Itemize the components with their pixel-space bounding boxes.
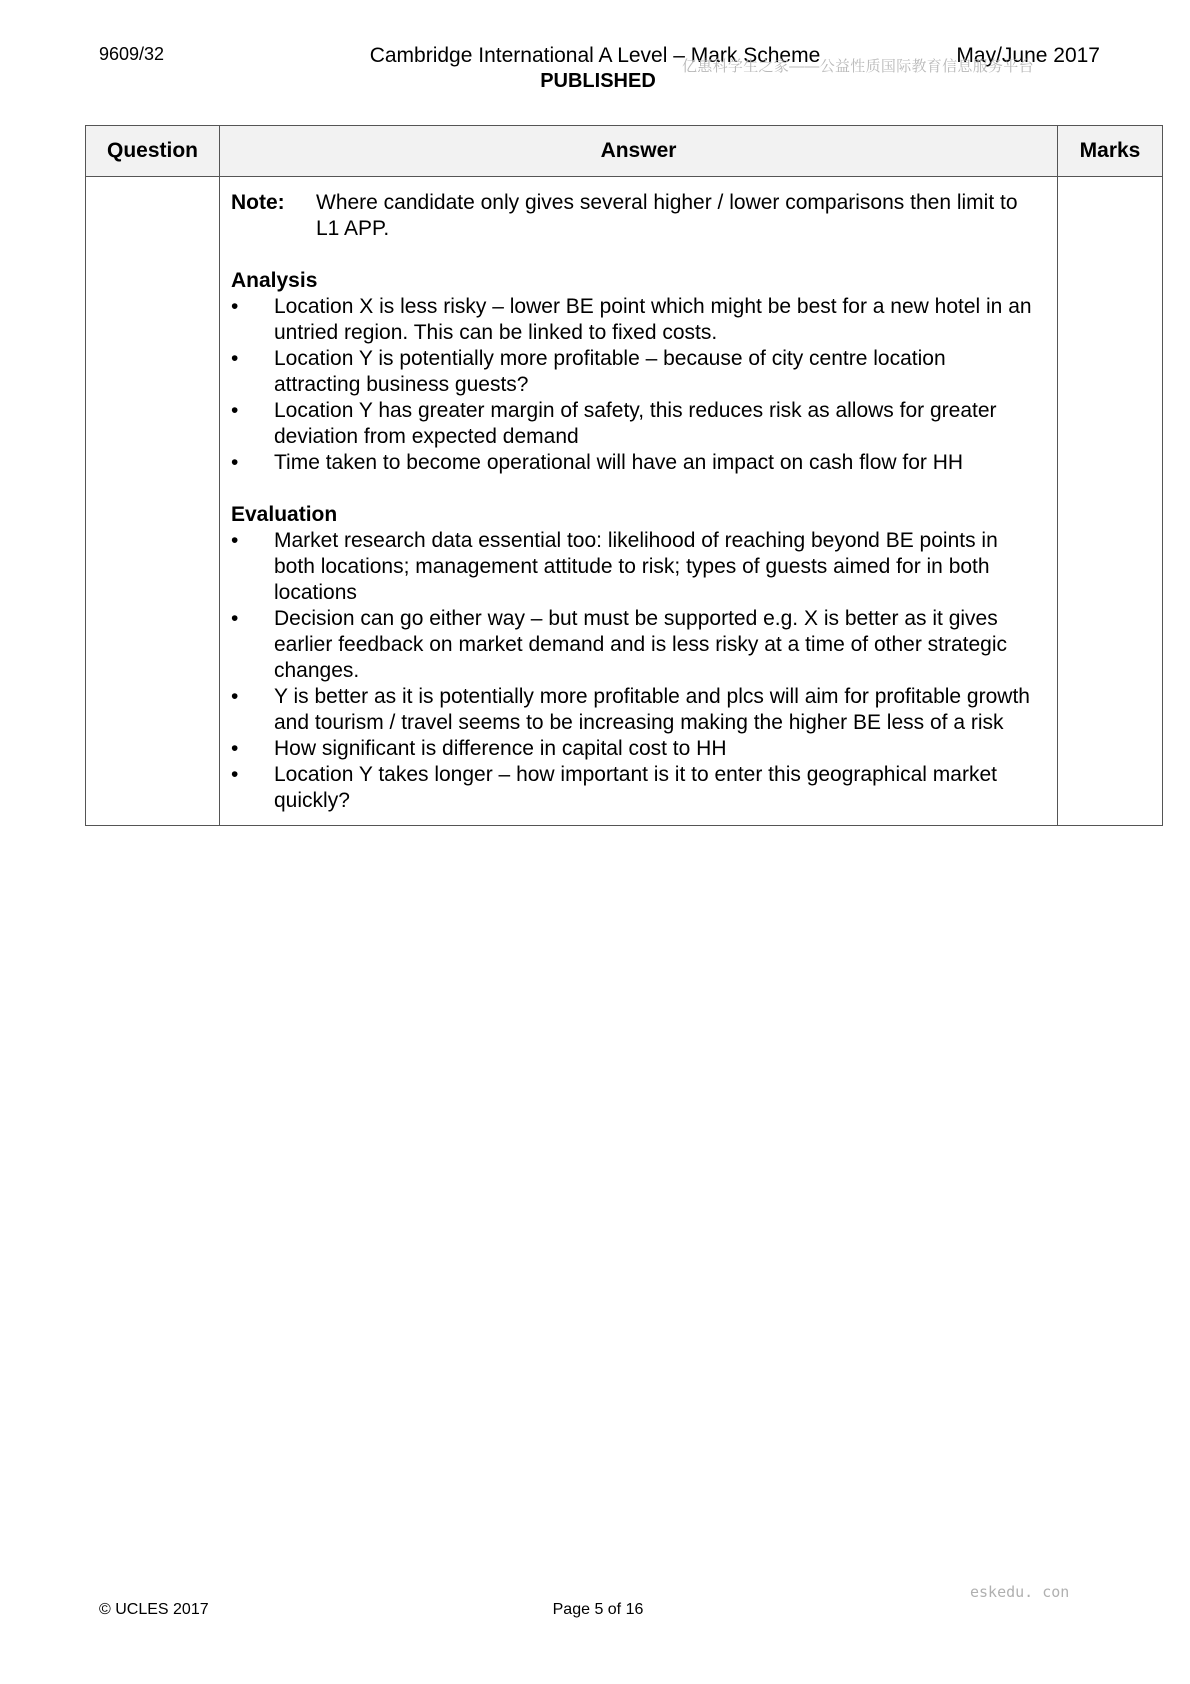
watermark-text: 亿惠科学生之家——公益性质国际教育信息服务平台 <box>682 58 1034 75</box>
bullet-mark: • <box>231 685 239 708</box>
evaluation-list <box>231 528 1046 814</box>
list-item-text: Location X is less risky – lower BE point which might be best for a new hotel in an untried region. This can be linked to fixed costs. <box>274 295 1032 344</box>
column-header-answer: Answer <box>220 126 1058 177</box>
list-item-text: Location Y takes longer – how important is it to enter this geographical market quickly? <box>274 763 997 812</box>
copyright-notice: © UCLES 2017 <box>99 1601 209 1618</box>
list-item-text: Location Y is potentially more profitable – because of city centre location attracting business guests? <box>274 347 946 396</box>
column-header-question: Question <box>86 126 220 177</box>
list-item-text: Y is better as it is potentially more profitable and plcs will aim for profitable growth and tourism / travel seems to be increasing making the higher BE less of a risk <box>274 685 1030 734</box>
list-item-text: Decision can go either way – but must be supported e.g. X is better as it gives earlier feedback on market demand and is less risky at a time of other strategic changes. <box>274 607 1008 682</box>
bullet-mark: • <box>231 737 239 760</box>
list-item <box>231 346 1046 398</box>
note-label: Note: <box>231 191 285 214</box>
marks-cell <box>1058 177 1163 826</box>
bullet-mark: • <box>231 763 239 786</box>
answer-cell <box>220 177 1058 826</box>
paper-code: 9609/32 <box>99 44 165 64</box>
question-cell <box>86 177 220 826</box>
list-item <box>231 762 1046 814</box>
bullet-mark: • <box>231 399 239 422</box>
analysis-heading: Analysis <box>231 269 318 292</box>
list-item <box>231 606 1046 684</box>
list-item <box>231 450 1046 476</box>
evaluation-heading: Evaluation <box>231 503 338 526</box>
note-block <box>231 190 1046 242</box>
list-item <box>231 684 1046 736</box>
site-watermark: eskedu. con <box>970 1583 1070 1601</box>
list-item <box>231 398 1046 450</box>
bullet-mark: • <box>231 529 239 552</box>
published-label: PUBLISHED <box>540 70 656 92</box>
column-header-marks: Marks <box>1058 126 1163 177</box>
document-title: Cambridge International A Level – Mark Scheme <box>369 44 821 67</box>
list-item-text: How significant is difference in capital cost to HH <box>274 737 727 760</box>
bullet-mark: • <box>231 295 239 318</box>
page-number: Page 5 of 16 <box>552 1601 644 1618</box>
analysis-list <box>231 294 1046 476</box>
bullet-mark: • <box>231 607 239 630</box>
list-item <box>231 736 1046 762</box>
mark-scheme-table <box>85 125 1163 826</box>
table-header-row <box>86 126 1163 177</box>
list-item-text: Market research data essential too: likelihood of reaching beyond BE points in both locations; management attitude to risk; types of guests aimed for in both locations <box>274 529 998 604</box>
table-row <box>86 177 1163 826</box>
note-text: Where candidate only gives several higher / lower comparisons then limit to L1 APP. <box>316 191 1018 240</box>
list-item <box>231 528 1046 606</box>
list-item-text: Location Y has greater margin of safety, this reduces risk as allows for greater deviation from expected demand <box>274 399 997 448</box>
bullet-mark: • <box>231 451 239 474</box>
list-item <box>231 294 1046 346</box>
bullet-mark: • <box>231 347 239 370</box>
exam-session: May/June 2017 <box>956 44 1100 67</box>
list-item-text: Time taken to become operational will have an impact on cash flow for HH <box>274 451 964 474</box>
